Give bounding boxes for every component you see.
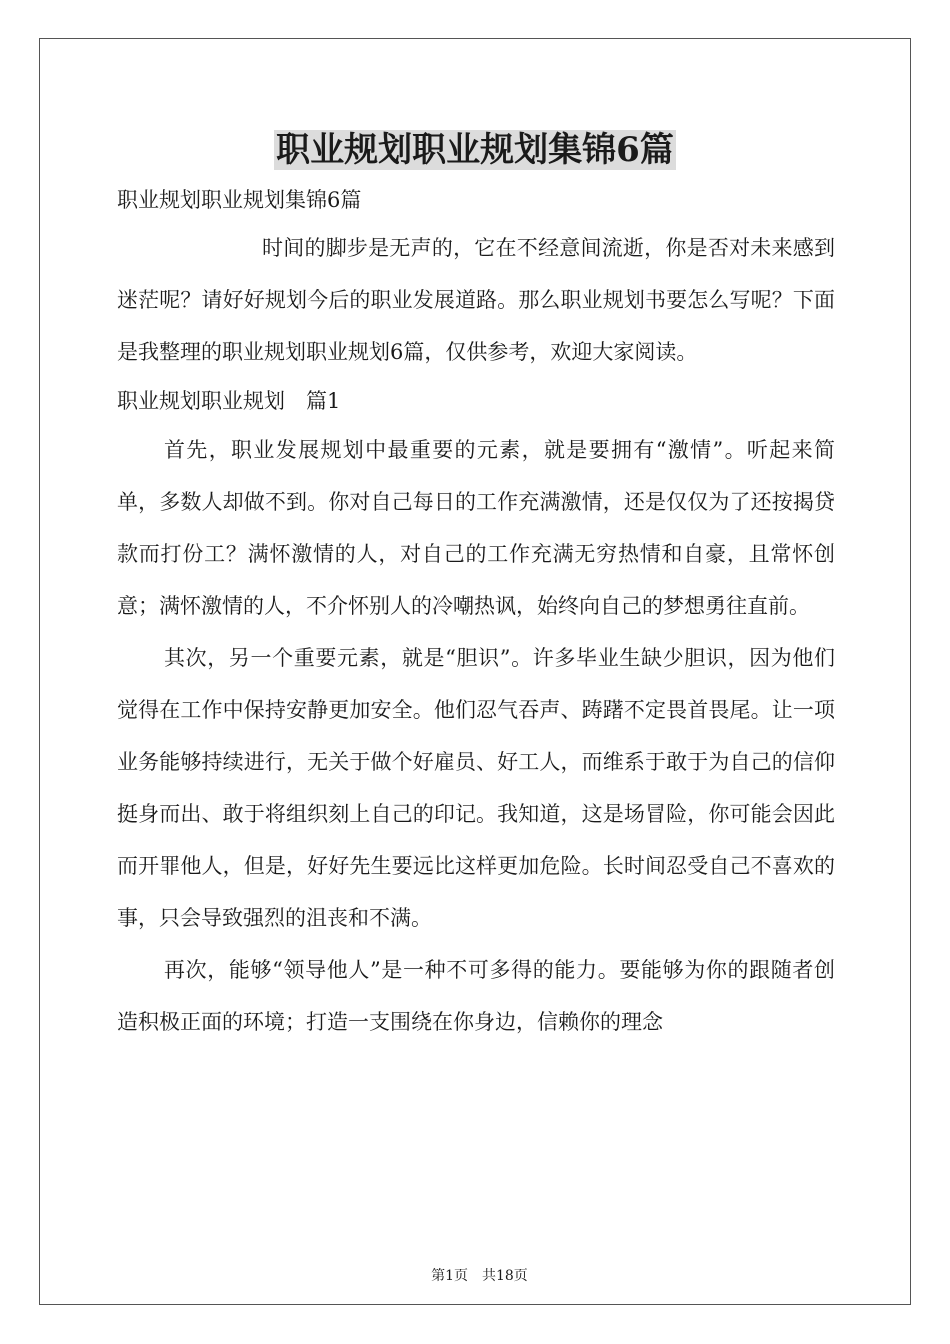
document-subtitle: 职业规划职业规划集锦6篇 xyxy=(117,188,362,212)
body-paragraph: 再次，能够“领导他人”是一种不可多得的能力。要能够为你的跟随者创造积极正面的环境；打造一支围绕在你身边，信赖你的理念 xyxy=(117,958,835,1034)
section-heading: 职业规划职业规划 篇1 xyxy=(117,389,341,413)
page-number-label: 第1页 共18页 xyxy=(431,1268,528,1284)
document-title xyxy=(0,126,950,174)
body-paragraph: 首先，职业发展规划中最重要的元素，就是要拥有“激情”。听起来简单，多数人却做不到。你对自己每日的工作充满激情，还是仅仅为了还按揭贷款而打份工？满怀激情的人，对自己的工作充满无穷热情和自豪，且常怀创意；满怀激情的人，不介怀别人的冷嘲热讽，始终向自己的梦想勇往直前。 xyxy=(117,438,835,618)
body-paragraph: 其次，另一个重要元素，就是“胆识”。许多毕业生缺少胆识，因为他们觉得在工作中保持安静更加安全。他们忍气吞声、踌躇不定畏首畏尾。让一项业务能够持续进行，无关于做个好雇员、好工人，而维系于敢于为自己的信仰挺身而出、敢于将组织刻上自己的印记。我知道，这是场冒险，你可能会因此而开罪他人，但是，好好先生要远比这样更加危险。长时间忍受自己不喜欢的事，只会导致强烈的沮丧和不满。 xyxy=(117,646,835,930)
intro-paragraph: 时间的脚步是无声的，它在不经意间流逝，你是否对未来感到迷茫呢？请好好规划今后的职业发展道路。那么职业规划书要怎么写呢？下面是我整理的职业规划职业规划6篇，仅供参考，欢迎大家阅读。 xyxy=(117,236,835,364)
document-body xyxy=(117,180,835,1048)
page-footer xyxy=(0,1246,950,1286)
document-title-text: 职业规划职业规划集锦6篇 xyxy=(276,130,674,170)
